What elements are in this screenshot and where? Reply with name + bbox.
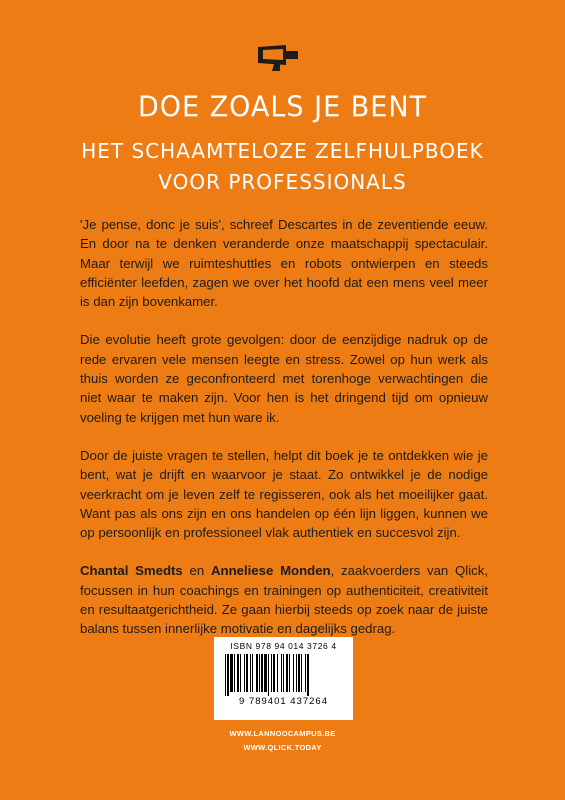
barcode-box bbox=[214, 637, 353, 720]
blurb-paragraph-2: Die evolutie heeft grote gevolgen: door de eenzijdige nadruk op de rede ervaren vele mensen leegte en stress. Zowel op hun werk als thuis worden ze geconfronteerd met torenhoge verwachtingen die niet waar te maken zijn. Voor hen is het dringend tijd om opnieuw voeling te krijgen met hun ware ik. bbox=[80, 332, 488, 425]
book-title: DOE ZOALS JE BENT bbox=[137, 91, 428, 124]
barcode-icon bbox=[224, 654, 344, 696]
subtitle-line-1: HET SCHAAMTELOZE ZELFHULPBOEK bbox=[81, 139, 484, 163]
blurb bbox=[80, 215, 488, 639]
megaphone-icon bbox=[256, 43, 300, 73]
ean-number: 9 789401 437264 bbox=[239, 696, 328, 707]
book-subtitle bbox=[0, 136, 565, 198]
author-bio-text: , zaakvoerders van Qlick, focussen in hun coachings en trainingen op authenticiteit, creativiteit en resultaatgerichtheid. Ze gaan hierbij steeds op zoek naar de juiste balans tussen innerlijke motivatie en dagelijks gedrag. bbox=[80, 563, 488, 637]
blurb-paragraph-3: Door de juiste vragen te stellen, helpt dit boek je te ontdekken wie je bent, wat je drijft en waarvoor je staat. Zo ontwikkel je de nodige veerkracht om je leven zelf te regisseren, ook als het moeilijker gaat. Want pas als ons zijn en ons handelen op één lijn liggen, kunnen we op persoonlijk en professioneel vlak authentiek en succesvol zijn. bbox=[80, 447, 488, 541]
publisher-url[interactable]: WWW.LANNOOCAMPUS.BE bbox=[229, 729, 336, 738]
author-name-2: Anneliese Monden bbox=[211, 563, 331, 579]
blurb-paragraph-1: 'Je pense, donc je suis', schreef Descartes in de zeventiende eeuw. En door na te denken veranderde onze maatschappij spectaculair. Maar terwijl we ruimteshuttles en robots ontwierpen en steeds efficiënter leefden, zagen we over het hoofd dat een mens veel meer is dan zijn bovenkamer. bbox=[80, 217, 488, 310]
author-bio bbox=[80, 561, 488, 638]
subtitle-line-2: VOOR PROFESSIONALS bbox=[158, 170, 407, 194]
author-url[interactable]: WWW.QLICK.TODAY bbox=[243, 743, 322, 752]
author-name-1: Chantal Smedts bbox=[80, 563, 183, 579]
isbn-label: ISBN 978 94 014 3726 4 bbox=[230, 641, 337, 651]
author-conjunction: en bbox=[182, 563, 211, 579]
